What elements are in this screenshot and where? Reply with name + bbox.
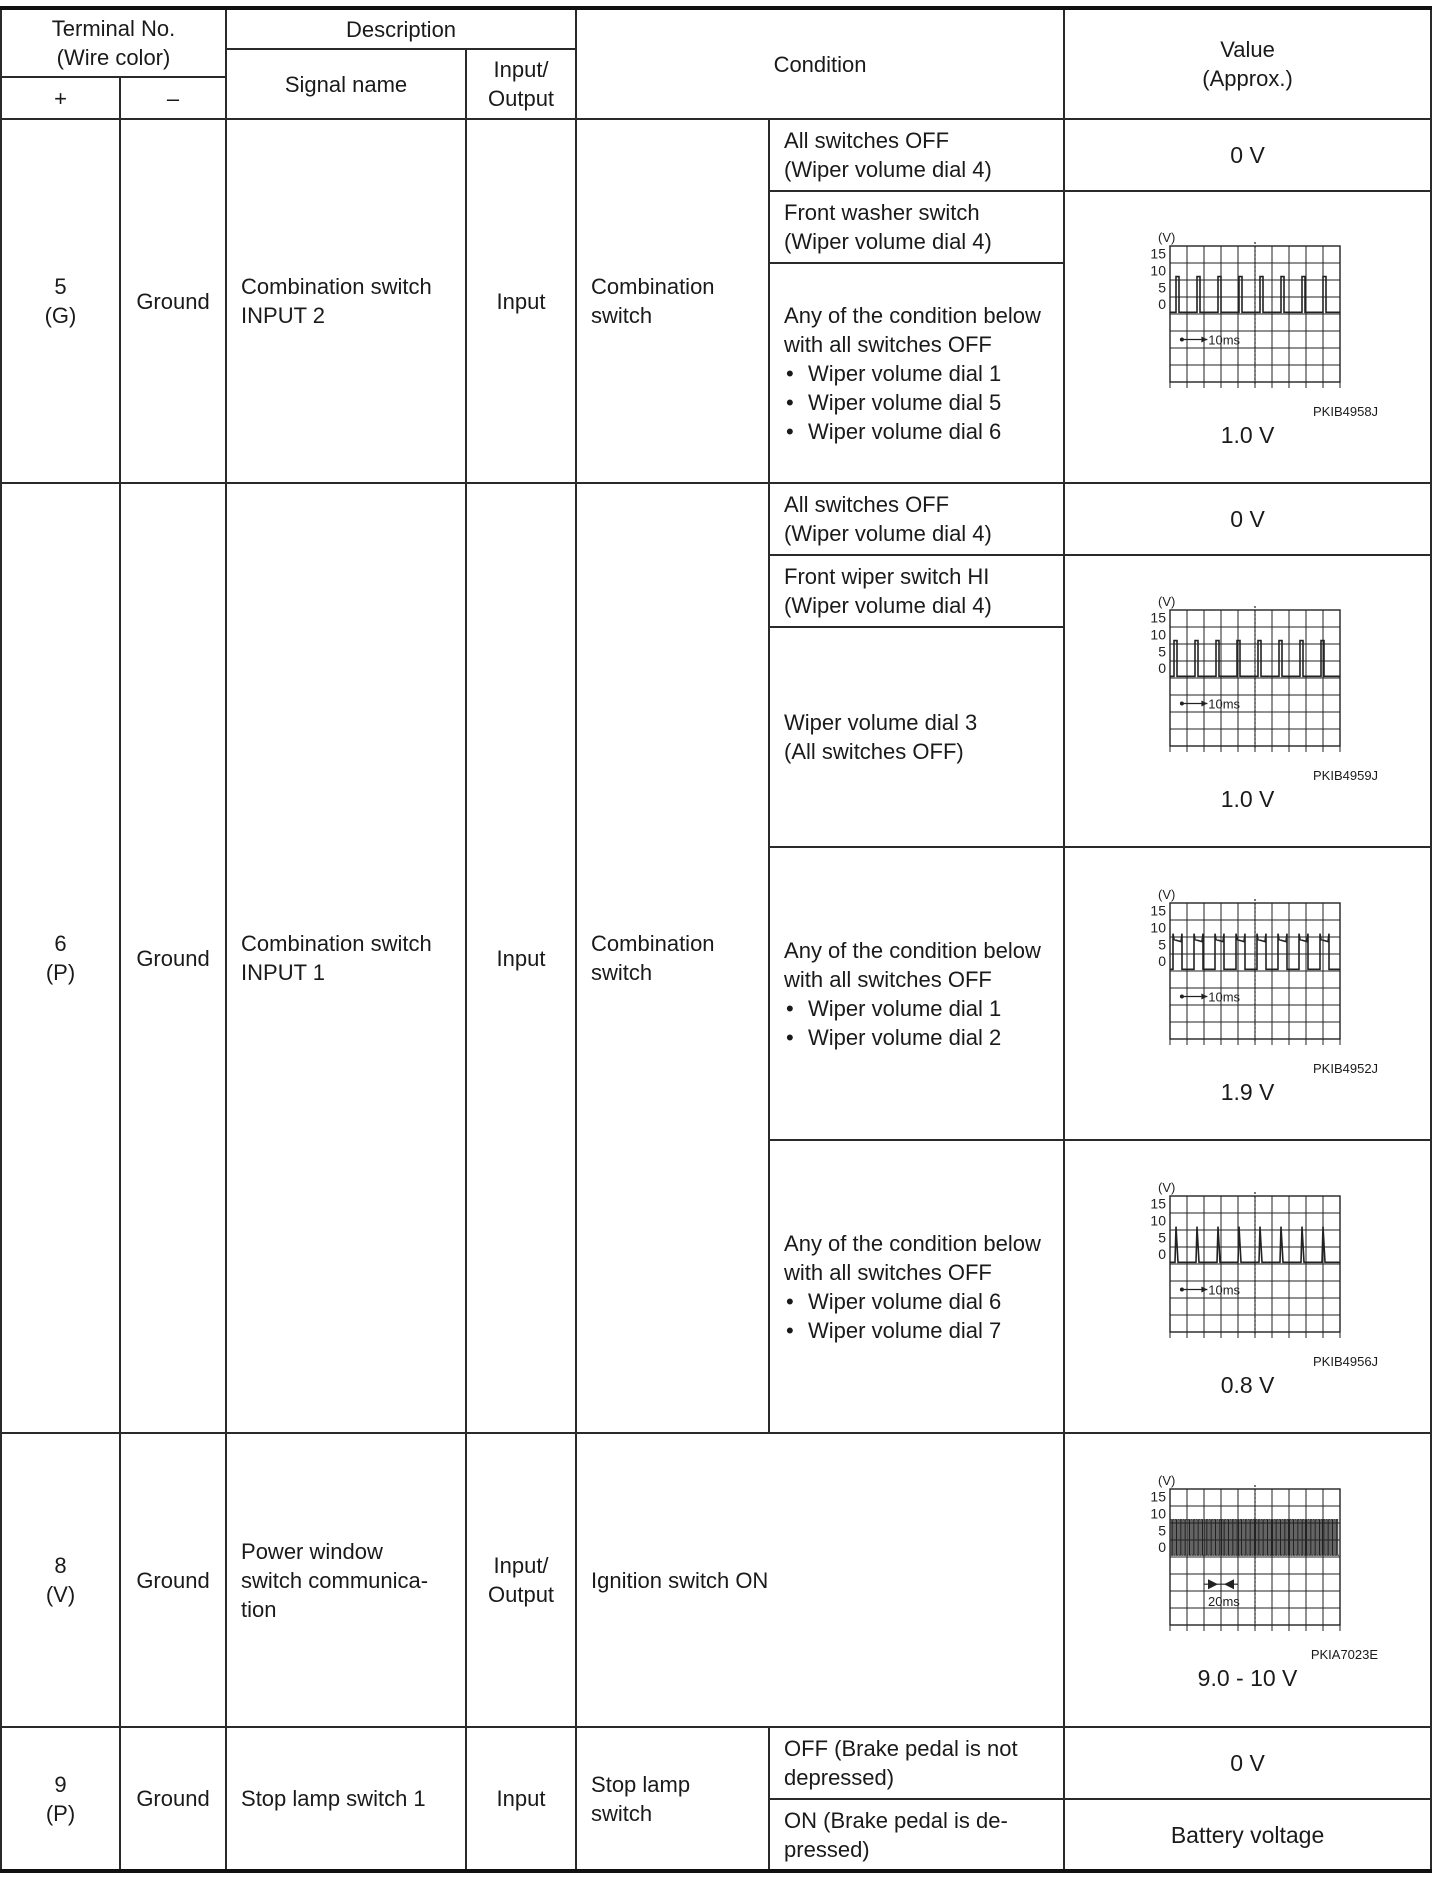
- axis-tick-label: 15: [1149, 609, 1166, 626]
- table-row: [1, 1433, 1431, 1727]
- time-marker-label: 10ms: [1207, 989, 1240, 1004]
- condition-cell: Any of the condition below with all switches OFF • Wiper volume dial 1 • Wiper volume dial 2: [769, 847, 1064, 1140]
- waveform-figure: [1065, 881, 1430, 1061]
- scope-grid: [1170, 1192, 1340, 1338]
- condition-cell: ON (Brake pedal is de- pressed): [769, 1799, 1064, 1871]
- axis-tick-label: 0: [1157, 296, 1166, 313]
- terminal-table: [0, 6, 1432, 1873]
- figure-id: PKIA7023E: [1310, 1647, 1379, 1662]
- bullet-item: • Wiper volume dial 5: [784, 388, 1063, 417]
- axis-unit-label: (V): [1157, 886, 1175, 902]
- axis-tick-label: 5: [1157, 643, 1166, 660]
- figure-id: PKIB4952J: [1313, 1060, 1379, 1076]
- axis-tick-label: 0: [1157, 952, 1166, 969]
- io-cell: Input/ Output: [466, 1433, 576, 1727]
- time-marker-label: 20ms: [1207, 1594, 1240, 1610]
- waveform-value: 1.0 V: [1220, 786, 1275, 812]
- header-input-output: Input/ Output: [466, 49, 576, 119]
- terminal-number: 8 (V): [1, 1433, 120, 1727]
- scope-grid: [1170, 899, 1340, 1045]
- scope-grid: [1170, 1485, 1340, 1631]
- table-row: [1, 1727, 1431, 1799]
- time-marker-dot: [1179, 338, 1183, 342]
- header-description: Description: [226, 8, 576, 49]
- axis-unit-label: (V): [1157, 230, 1175, 245]
- axis-tick-label: 0: [1157, 660, 1166, 677]
- axis-unit-label: (V): [1157, 594, 1175, 609]
- bullet-item: • Wiper volume dial 1: [784, 994, 1063, 1023]
- ground-cell: Ground: [120, 1727, 226, 1871]
- io-cell: Input: [466, 1727, 576, 1871]
- axis-unit-label: (V): [1157, 1179, 1175, 1195]
- axis-tick-label: 0: [1157, 1539, 1166, 1556]
- axis-tick-label: 10: [1149, 1505, 1166, 1522]
- time-marker-dot: [1179, 702, 1183, 706]
- time-marker-label: 10ms: [1207, 1282, 1240, 1297]
- axis-tick-label: 10: [1149, 262, 1166, 279]
- time-marker-label: 10ms: [1207, 696, 1240, 712]
- waveform-figure: [1065, 224, 1430, 404]
- waveform-figure: [1065, 1467, 1430, 1647]
- waveform-cell: [1064, 847, 1431, 1140]
- io-cell: Input: [466, 483, 576, 1433]
- signal-name: Combination switch INPUT 1: [226, 483, 466, 1433]
- axis-unit-label: (V): [1157, 1473, 1175, 1488]
- signal-name: Combination switch INPUT 2: [226, 119, 466, 483]
- header-value: Value (Approx.): [1064, 8, 1431, 119]
- waveform-figure: [1065, 1174, 1430, 1354]
- condition-cell: Any of the condition below with all switches OFF • Wiper volume dial 6 • Wiper volume dial 7: [769, 1140, 1064, 1433]
- scope-grid: [1170, 606, 1340, 752]
- bullet-item: • Wiper volume dial 1: [784, 359, 1063, 388]
- condition-group: Stop lamp switch: [576, 1727, 769, 1871]
- terminal-number: 6 (P): [1, 483, 120, 1433]
- waveform-graph: [1128, 1467, 1368, 1647]
- header-plus: +: [1, 77, 120, 119]
- figure-id: PKIB4958J: [1313, 404, 1379, 419]
- waveform-value: 0.8 V: [1220, 1371, 1275, 1398]
- condition-cell: Any of the condition below with all switches OFF • Wiper volume dial 1 • Wiper volume dial 5 • Wiper volume dial 6: [769, 263, 1064, 483]
- waveform-cell: [1064, 1433, 1431, 1727]
- condition-cell: OFF (Brake pedal is not depressed): [769, 1727, 1064, 1799]
- table-row: [1, 119, 1431, 191]
- axis-tick-label: 15: [1149, 902, 1166, 919]
- condition-cell: Front wiper switch HI (Wiper volume dial 4): [769, 555, 1064, 627]
- time-marker-dot: [1179, 994, 1183, 998]
- condition-group: Combination switch: [576, 119, 769, 483]
- value-cell: 0 V: [1064, 1727, 1431, 1799]
- axis-tick-label: 10: [1149, 918, 1166, 935]
- axis-tick-label: 0: [1157, 1245, 1166, 1262]
- waveform-trace: [1170, 1520, 1339, 1556]
- time-marker-dot: [1179, 1287, 1183, 1291]
- scope-grid: [1170, 242, 1340, 388]
- waveform-graph: [1128, 224, 1368, 404]
- signal-name: Power window switch communica- tion: [226, 1433, 466, 1727]
- condition-group: Combination switch: [576, 483, 769, 1433]
- time-marker-label: 10ms: [1207, 332, 1240, 348]
- waveform-graph: [1128, 881, 1368, 1061]
- terminal-number: 9 (P): [1, 1727, 120, 1871]
- condition-cell: All switches OFF (Wiper volume dial 4): [769, 119, 1064, 191]
- axis-tick-label: 10: [1149, 1211, 1166, 1228]
- ground-cell: Ground: [120, 483, 226, 1433]
- waveform-value: 9.0 - 10 V: [1197, 1665, 1298, 1691]
- bullet-item: • Wiper volume dial 6: [784, 1287, 1063, 1316]
- bullet-item: • Wiper volume dial 7: [784, 1316, 1063, 1345]
- condition-cell: Wiper volume dial 3 (All switches OFF): [769, 627, 1064, 847]
- signal-name: Stop lamp switch 1: [226, 1727, 466, 1871]
- waveform-cell: [1064, 1140, 1431, 1433]
- terminal-number: 5 (G): [1, 119, 120, 483]
- table-row: [1, 483, 1431, 555]
- axis-tick-label: 5: [1157, 279, 1166, 296]
- axis-tick-label: 15: [1149, 1195, 1166, 1212]
- figure-id: PKIB4959J: [1313, 768, 1379, 783]
- condition-cell: All switches OFF (Wiper volume dial 4): [769, 483, 1064, 555]
- waveform-value: 1.9 V: [1220, 1078, 1275, 1105]
- value-cell: Battery voltage: [1064, 1799, 1431, 1871]
- figure-id: PKIB4956J: [1313, 1353, 1379, 1369]
- axis-tick-label: 15: [1149, 1488, 1166, 1505]
- waveform-cell: [1064, 191, 1431, 483]
- waveform-figure: [1065, 588, 1430, 768]
- value-cell: 0 V: [1064, 119, 1431, 191]
- header-signal-name: Signal name: [226, 49, 466, 119]
- axis-tick-label: 10: [1149, 626, 1166, 643]
- bullet-item: • Wiper volume dial 2: [784, 1023, 1063, 1052]
- ground-cell: Ground: [120, 119, 226, 483]
- axis-tick-label: 15: [1149, 245, 1166, 262]
- header-minus: –: [120, 77, 226, 119]
- ground-cell: Ground: [120, 1433, 226, 1727]
- bullet-item: • Wiper volume dial 6: [784, 417, 1063, 446]
- value-cell: 0 V: [1064, 483, 1431, 555]
- waveform-cell: [1064, 555, 1431, 847]
- axis-tick-label: 5: [1157, 1522, 1166, 1539]
- axis-tick-label: 5: [1157, 935, 1166, 952]
- waveform-value: 1.0 V: [1220, 422, 1275, 448]
- axis-tick-label: 5: [1157, 1228, 1166, 1245]
- header-terminal-no: Terminal No. (Wire color): [1, 8, 226, 77]
- io-cell: Input: [466, 119, 576, 483]
- header-condition: Condition: [576, 8, 1064, 119]
- condition-cell: Front washer switch (Wiper volume dial 4): [769, 191, 1064, 263]
- waveform-graph: [1128, 1174, 1368, 1354]
- waveform-graph: [1128, 588, 1368, 768]
- condition-cell: Ignition switch ON: [576, 1433, 1064, 1727]
